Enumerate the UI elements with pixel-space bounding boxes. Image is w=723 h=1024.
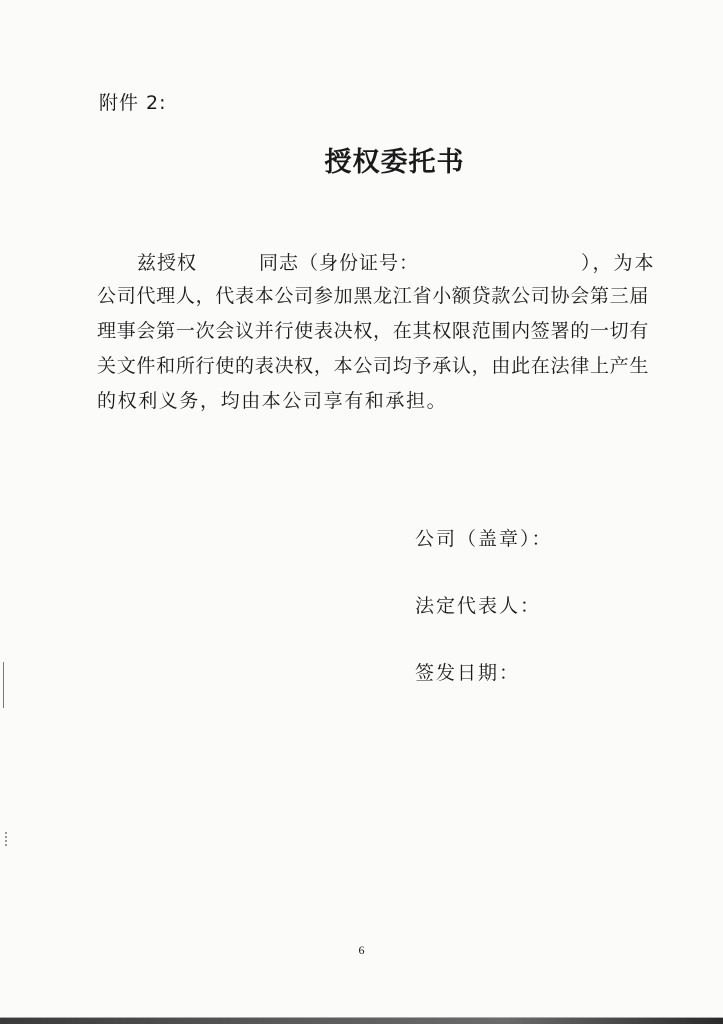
as-our-phrase: ），为本 (581, 252, 656, 274)
comrade-id-phrase: 同志（身份证号： (259, 252, 420, 274)
attachment-label: 附件 2: (99, 92, 167, 114)
authorize-phrase: 兹授权 (137, 252, 198, 274)
body-line-3: 理事会第一次会议并行使表决权，在其权限范围内签署的一切有 (97, 320, 649, 342)
body-line-1 (97, 246, 656, 280)
scan-artifact-left-line (3, 662, 4, 708)
scan-artifact-bottom-edge (0, 1018, 723, 1024)
body-line-5: 的权利义务，均由本公司享有和承担。 (97, 390, 448, 412)
document-title: 授权委托书 (324, 147, 465, 178)
company-seal-label: 公司（盖章）： (415, 528, 553, 550)
body-line-4: 关文件和所行使的表决权，本公司均予承认，由此在法律上产生 (97, 355, 649, 377)
body-line-2: 公司代理人，代表本公司参加黑龙江省小额贷款公司协会第三届 (97, 285, 649, 307)
legal-representative-label: 法定代表人： (415, 595, 542, 617)
page-number: 6 (358, 943, 365, 957)
scan-artifact-left-dots (5, 832, 9, 846)
issue-date-label: 签发日期： (415, 662, 521, 684)
